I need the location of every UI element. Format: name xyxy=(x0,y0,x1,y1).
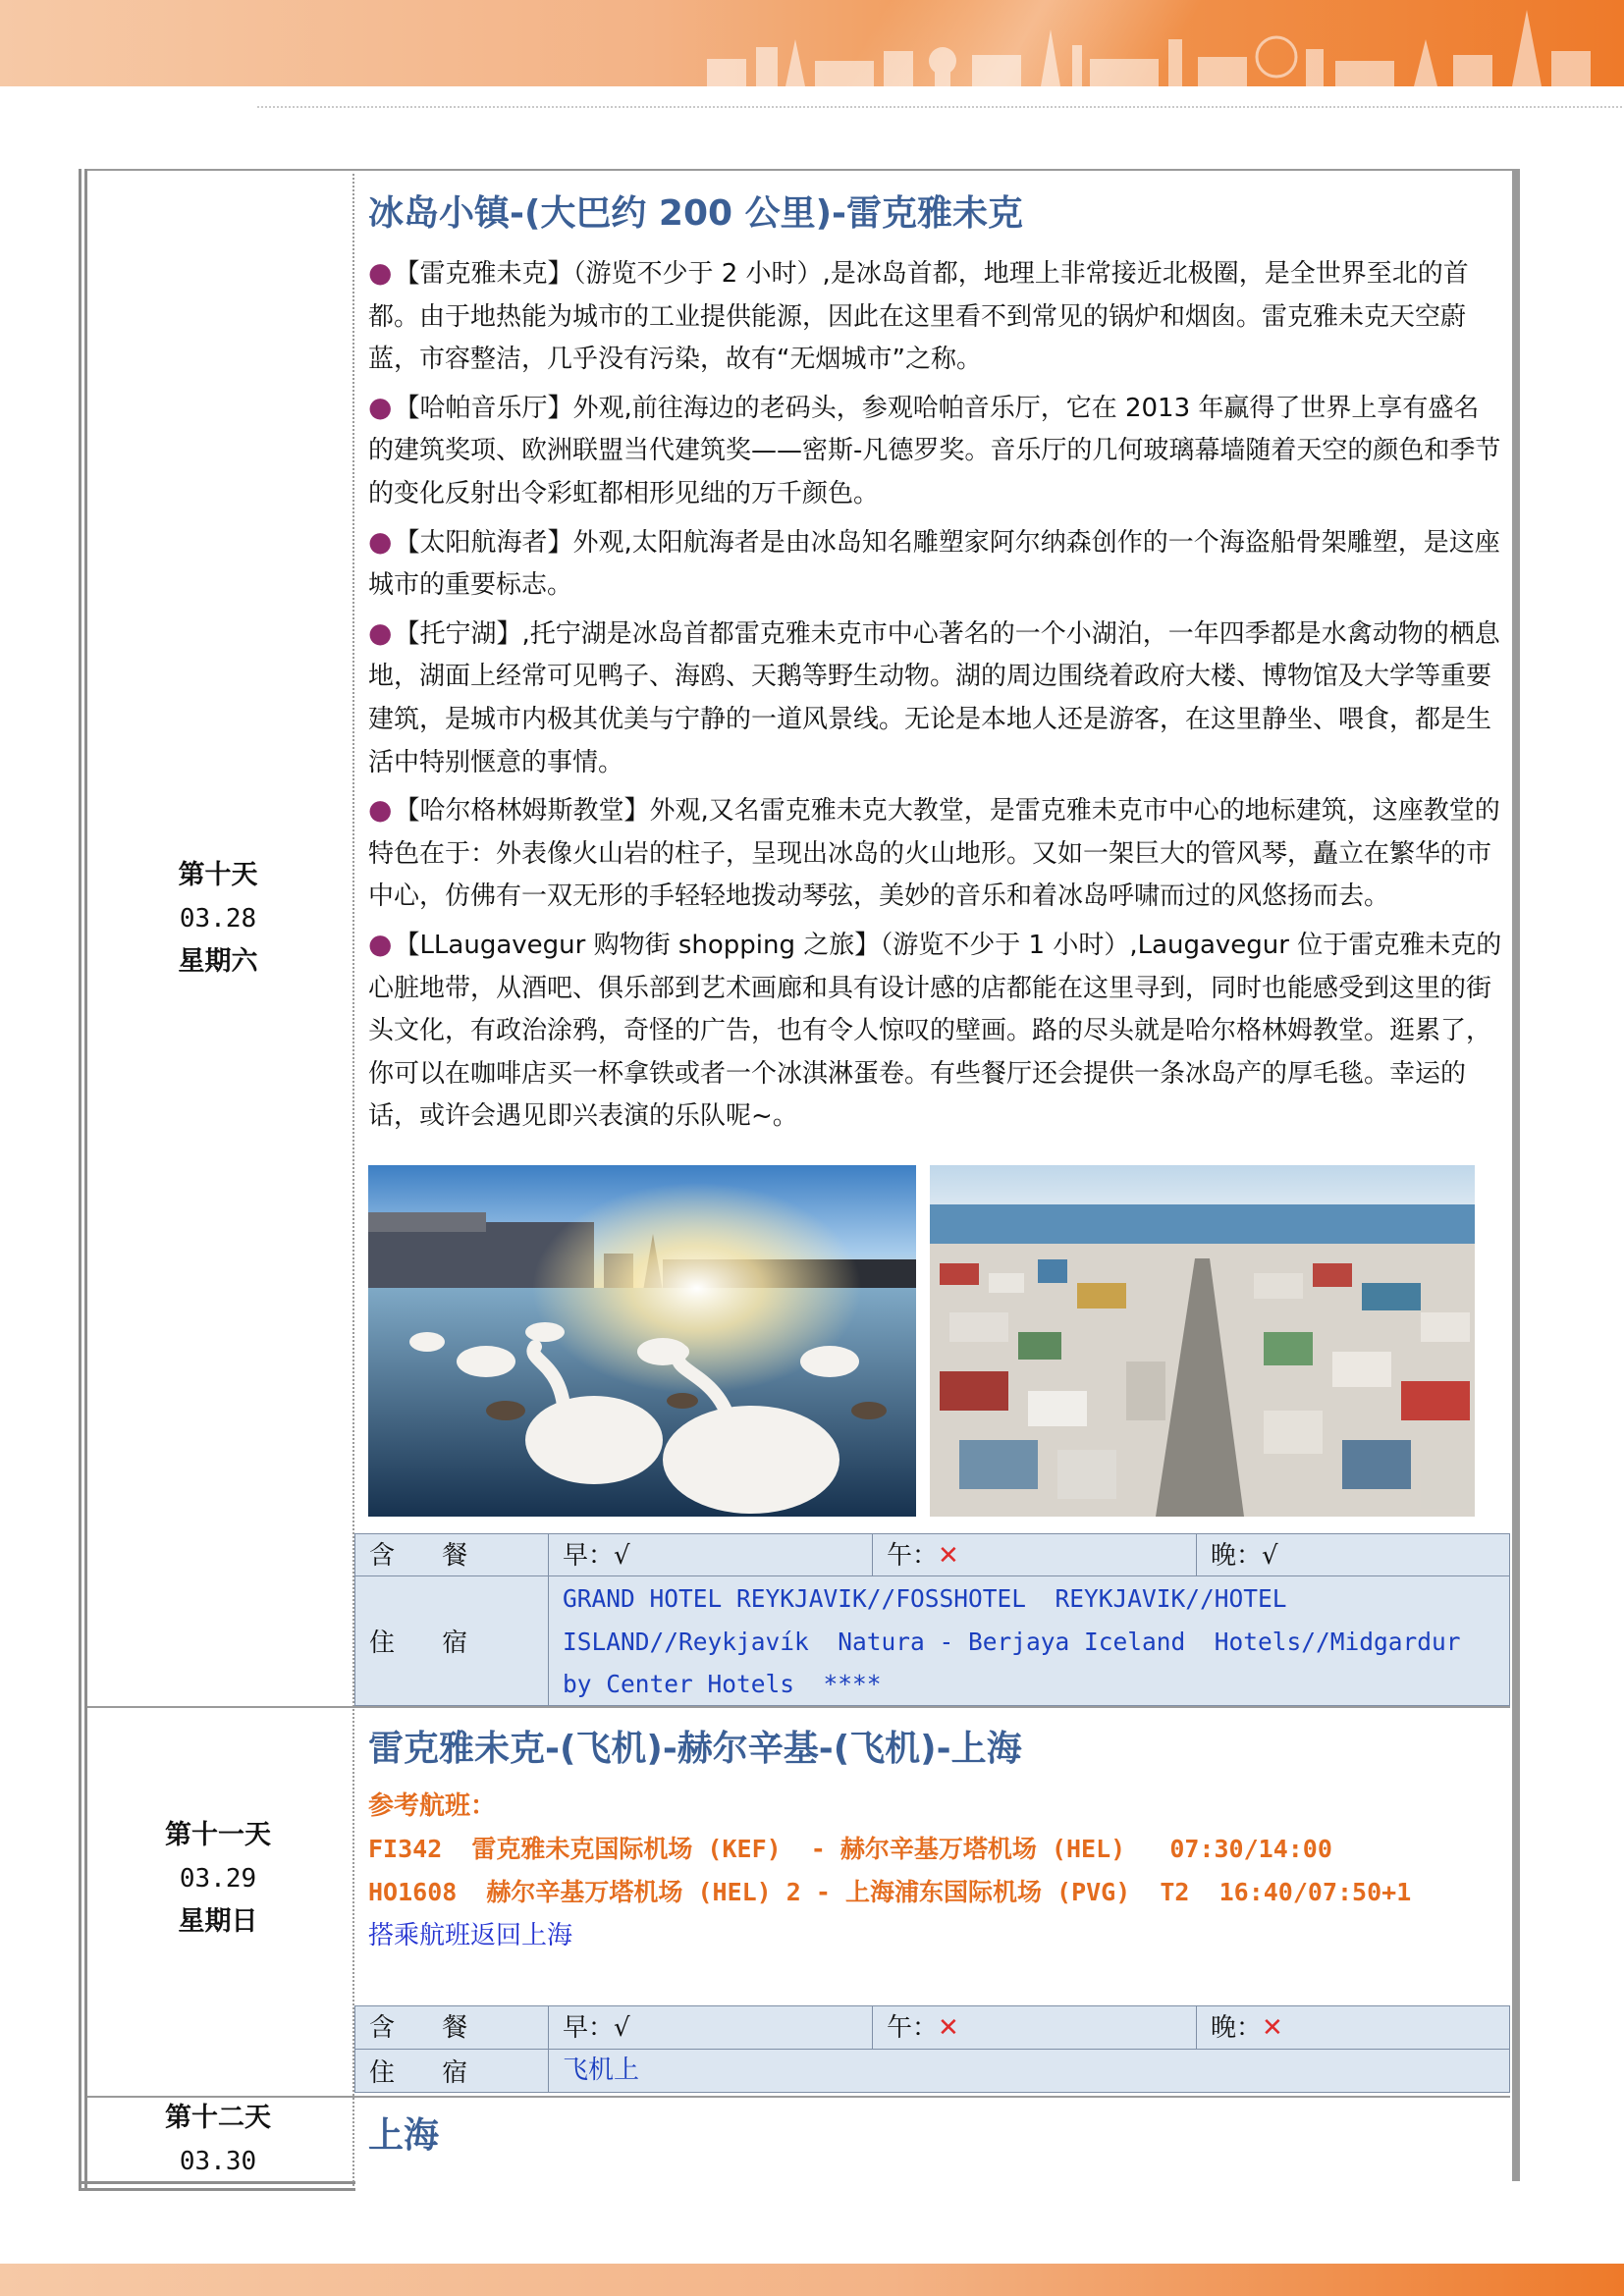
day10-content xyxy=(368,187,1502,1139)
bullet-icon: ● xyxy=(368,793,393,827)
day10-title: 冰岛小镇-(大巴约 200 公里)-雷克雅未克 xyxy=(368,193,1024,234)
dinner-cell xyxy=(1197,1534,1509,1575)
day10-label: 第十天 xyxy=(178,860,258,890)
hotel-label: 住 宿 xyxy=(355,1576,549,1705)
day10-label-block xyxy=(128,854,308,984)
lunch-label: 午： xyxy=(887,1541,939,1571)
dinner-label: 晚： xyxy=(1211,1541,1263,1571)
day10-hotel-row xyxy=(354,1575,1510,1706)
day11-hotel-row xyxy=(354,2049,1510,2093)
day10-item-sun-voyager xyxy=(368,520,1502,608)
city-skyline-icon xyxy=(687,0,1624,86)
hotel-value: GRAND HOTEL REYKJAVIK//FOSSHOTEL REYKJAVIK//HOTEL ISLAND//Reykjavík Natura - Berjaya Iceland Hotels//Midgardur by Center Hotels **** xyxy=(563,1584,1476,1699)
day12-date: 03.30 xyxy=(179,2147,257,2176)
header-banner xyxy=(0,0,1624,86)
day10-item-hallgrimskirkja xyxy=(368,788,1502,919)
day10-item-text: 【雷克雅未克】（游览不少于 2 小时）,是冰岛首都，地理上非常接近北极圈，是全世界至北的首都。由于地热能为城市的工业提供能源，因此在这里看不到常见的锅炉和烟囱。雷克雅未克天空蔚蓝，市容整洁，几乎没有污染，故有“无烟城市”之称。 xyxy=(368,259,1469,375)
day12-label-block xyxy=(128,2097,308,2183)
photo-swans-tjornin xyxy=(368,1165,916,1517)
breakfast-label: 早： xyxy=(563,2013,615,2043)
day10-item-text: 【哈帕音乐厅】外观,前往海边的老码头，参观哈帕音乐厅，它在 2013 年赢得了世界上享有盛名的建筑奖项、欧洲联盟当代建筑奖——密斯-凡德罗奖。音乐厅的几何玻璃幕墙随着天空的颜色和季节的变化反射出令彩虹都相形见绌的万千颜色。 xyxy=(368,393,1501,508)
hotel-label: 住 宿 xyxy=(355,2050,549,2092)
bullet-icon: ● xyxy=(368,524,393,558)
header-divider xyxy=(257,106,1622,108)
lunch-cell xyxy=(873,1534,1197,1575)
meals-label: 含 餐 xyxy=(355,1534,549,1575)
breakfast-label: 早： xyxy=(563,1541,615,1571)
day10-item-text: 【太阳航海者】外观,太阳航海者是由冰岛知名雕塑家阿尔纳森创作的一个海盗船骨架雕塑，是这座城市的重要标志。 xyxy=(368,527,1500,601)
bullet-icon: ● xyxy=(368,927,393,960)
day11-content xyxy=(368,1722,1502,1957)
day10-item-harpa xyxy=(368,386,1502,516)
cross-icon: ✕ xyxy=(938,1541,959,1571)
day12-content xyxy=(368,2109,1502,2163)
frame-top-border xyxy=(87,169,1512,171)
day10-item-text: 【哈尔格林姆斯教堂】外观,又名雷克雅未克大教堂，是雷克雅未克市中心的地标建筑，这座教堂的特色在于：外表像火山岩的柱子，呈现出冰岛的火山地形。又如一架巨大的管风琴，矗立在繁华的市中心，仿佛有一双无形的手轻轻地拨动琴弦，美妙的音乐和着冰岛呼啸而过的风悠扬而去。 xyxy=(368,796,1500,912)
day12-label: 第十二天 xyxy=(165,2103,271,2133)
flight-row: HO1608 赫尔辛基万塔机场 (HEL) 2 - 上海浦东国际机场 (PVG) T2 16:40/07:50+1 xyxy=(368,1878,1412,1906)
cross-icon: ✕ xyxy=(938,2013,959,2043)
day10-weekday: 星期六 xyxy=(178,946,258,977)
day10-item-text: 【托宁湖】,托宁湖是冰岛首都雷克雅未克市中心著名的一个小湖泊，一年四季都是水禽动物的栖息地，湖面上经常可见鸭子、海鸥、天鹅等野生动物。湖的周边围绕着政府大楼、博物馆及大学等重要建筑，是城市内极其优美与宁静的一道风景线。无论是本地人还是游客，在这里静坐、喂食，都是生活中特别惬意的事情。 xyxy=(368,618,1500,777)
day10-item-reykjavik xyxy=(368,251,1502,382)
lunch-cell xyxy=(873,2006,1197,2049)
day10-item-tjornin xyxy=(368,612,1502,784)
row-divider-day11 xyxy=(87,1706,1510,1708)
frame-left-border xyxy=(79,169,87,2191)
check-icon: √ xyxy=(614,1541,630,1571)
column-divider xyxy=(352,169,354,2186)
day11-weekday: 星期日 xyxy=(178,1906,258,1937)
breakfast-cell xyxy=(549,1534,873,1575)
day11-meals-row xyxy=(354,2005,1510,2050)
day10-meals-row xyxy=(354,1533,1510,1576)
dinner-label: 晚： xyxy=(1211,2013,1263,2043)
day10-date: 03.28 xyxy=(179,904,257,934)
day11-label: 第十一天 xyxy=(165,1820,271,1850)
day10-item-laugavegur xyxy=(368,923,1502,1139)
breakfast-cell xyxy=(549,2006,873,2049)
bullet-icon: ● xyxy=(368,256,393,289)
flight-header: 参考航班： xyxy=(368,1791,497,1821)
day11-date: 03.29 xyxy=(179,1864,257,1894)
check-icon: √ xyxy=(1262,1541,1278,1571)
meals-label: 含 餐 xyxy=(355,2006,549,2049)
day11-label-block xyxy=(128,1814,308,1944)
frame-right-border xyxy=(1512,169,1520,2181)
photo-reykjavik-aerial xyxy=(930,1165,1475,1517)
day11-title: 雷克雅未克-(飞机)-赫尔辛基-(飞机)-上海 xyxy=(368,1729,1022,1769)
footer-stripe xyxy=(0,2264,1624,2296)
cross-icon: ✕ xyxy=(1262,2013,1283,2043)
flight-note: 搭乘航班返回上海 xyxy=(368,1921,573,1950)
check-icon: √ xyxy=(614,2013,630,2043)
bullet-icon: ● xyxy=(368,390,393,423)
lunch-label: 午： xyxy=(887,2013,939,2043)
flight-row: FI342 雷克雅未克国际机场 (KEF) - 赫尔辛基万塔机场 (HEL) 07:30/14:00 xyxy=(368,1835,1332,1863)
hotel-value: 飞机上 xyxy=(563,2056,640,2085)
dinner-cell xyxy=(1197,2006,1509,2049)
day12-title: 上海 xyxy=(368,2115,440,2156)
day10-item-text: 【LLaugavegur 购物街 shopping 之旅】（游览不少于 1 小时）,Laugavegur 位于雷克雅未克的心脏地带，从酒吧、俱乐部到艺术画廊和具有设计感的店都能在这里寻到，同时也能感受到这里的街头文化，有政治涂鸦，奇怪的广告，也有令人惊叹的壁画。路的尽头就是哈尔格林姆教堂。逛累了，你可以在咖啡店买一杯拿铁或者一个冰淇淋蛋卷。有些餐厅还会提供一条冰岛产的厚毛毯。幸运的话，或许会遇见即兴表演的乐队呢~。 xyxy=(368,930,1502,1132)
bullet-icon: ● xyxy=(368,615,393,649)
